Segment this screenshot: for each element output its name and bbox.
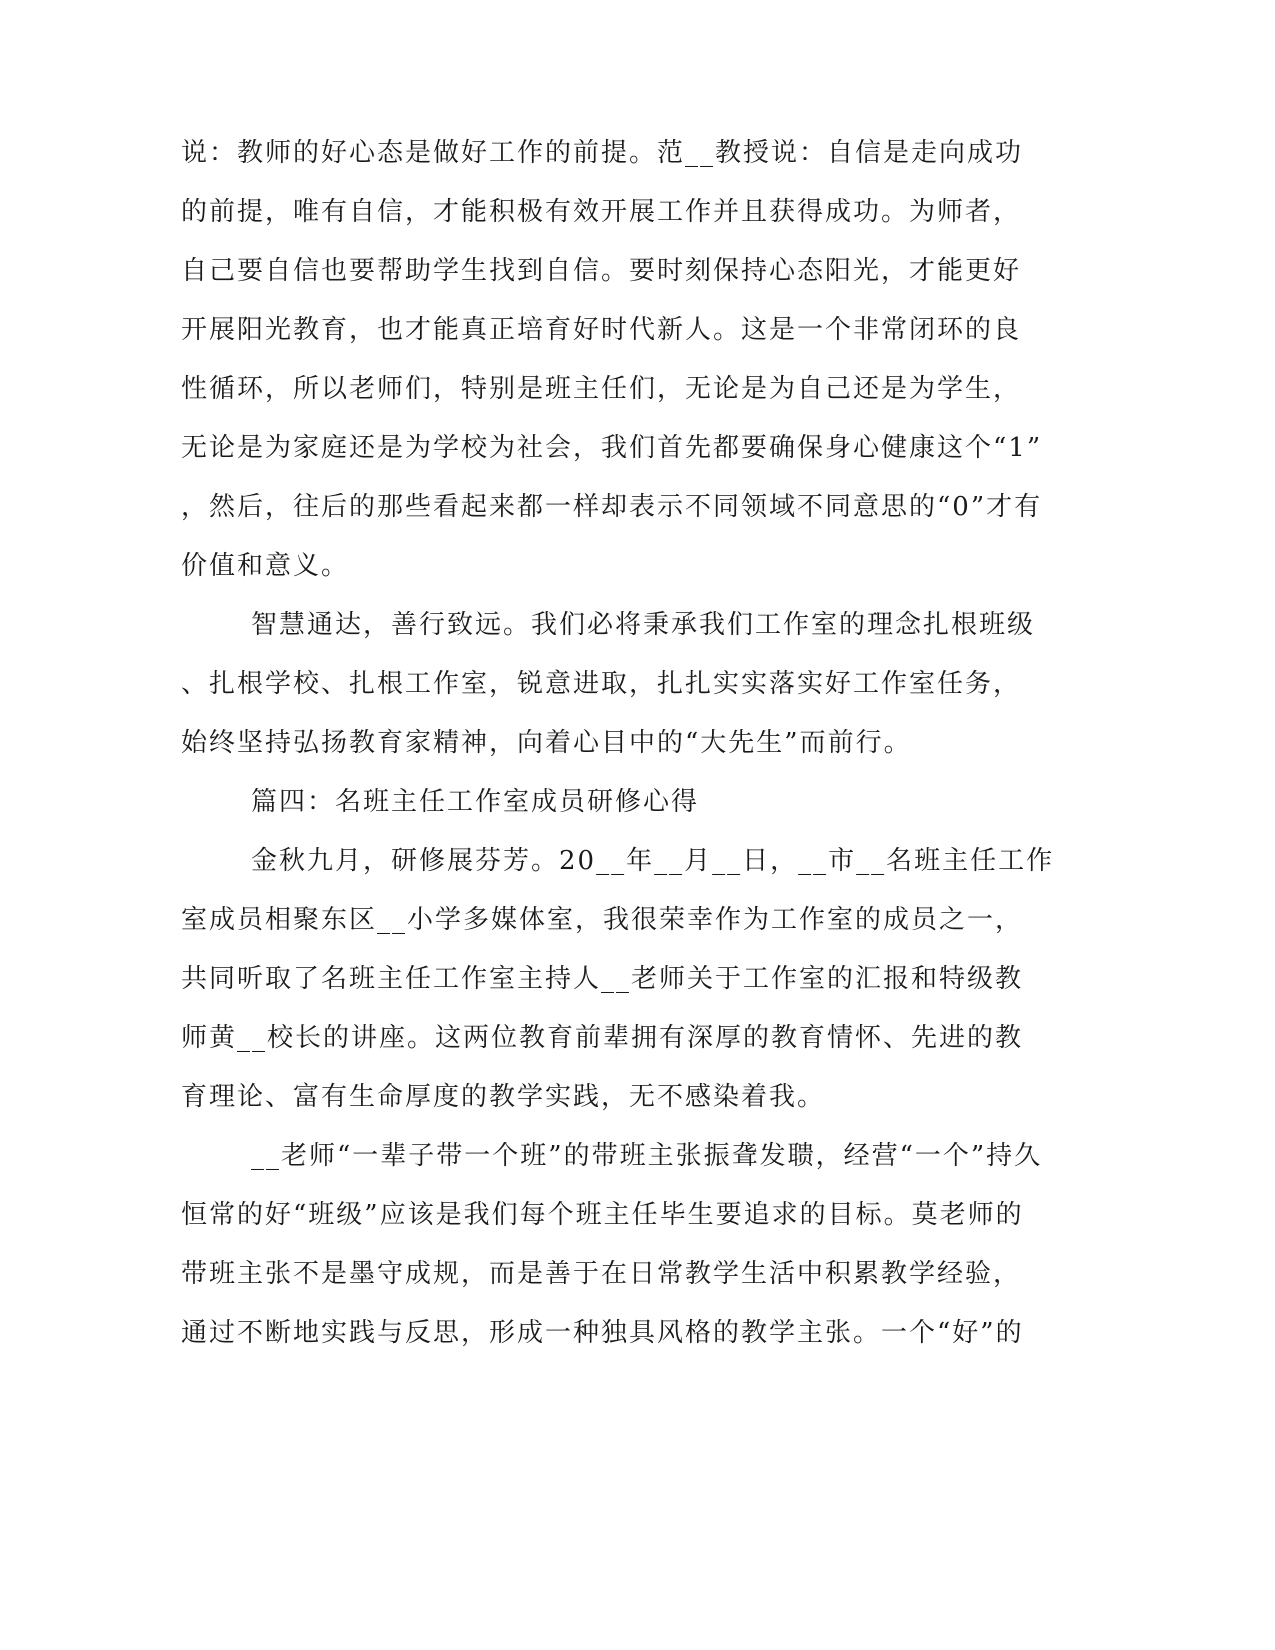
body-line: 通过不断地实践与反思，形成一种独具风格的教学主张。一个“好”的 xyxy=(181,1318,1024,1348)
body-line: 育理论、富有生命厚度的教学实践，无不感染着我。 xyxy=(181,1082,826,1112)
body-line: 说：教师的好心态是做好工作的前提。范__教授说：自信是走向成功 xyxy=(181,138,1024,168)
body-line: 无论是为家庭还是为学校为社会，我们首先都要确保身心健康这个“1” xyxy=(181,433,1043,463)
body-line: 开展阳光教育，也才能真正培育好时代新人。这是一个非常闭环的良 xyxy=(181,315,1022,345)
body-line: 智慧通达，善行致远。我们必将秉承我们工作室的理念扎根班级 xyxy=(251,610,1036,640)
body-line: 恒常的好“班级”应该是我们每个班主任毕生要追求的目标。莫老师的 xyxy=(181,1200,1024,1230)
body-line: 金秋九月，研修展芬芳。20__年__月__日，__市__名班主任工作 xyxy=(251,846,1055,876)
body-line: 的前提，唯有自信，才能积极有效开展工作并且获得成功。为师者， xyxy=(181,197,1022,227)
body-line: 室成员相聚东区__小学多媒体室，我很荣幸作为工作室的成员之一， xyxy=(181,905,1024,935)
body-line: 、扎根学校、扎根工作室，锐意进取，扎扎实实落实好工作室任务， xyxy=(181,669,1022,699)
body-line: 带班主张不是墨守成规，而是善于在日常教学生活中积累教学经验， xyxy=(181,1259,1022,1289)
section-heading: 篇四：名班主任工作室成员研修心得 xyxy=(251,787,700,817)
body-line: 始终坚持弘扬教育家精神，向着心目中的“大先生”而前行。 xyxy=(181,728,912,758)
body-line: 共同听取了名班主任工作室主持人__老师关于工作室的汇报和特级教 xyxy=(181,964,1024,994)
body-line: 价值和意义。 xyxy=(181,551,350,581)
body-line: 性循环，所以老师们，特别是班主任们，无论是为自己还是为学生， xyxy=(181,374,1022,404)
body-line: ，然后，往后的那些看起来都一样却表示不同领域不同意思的“0”才有 xyxy=(181,492,1043,522)
body-line: 自己要自信也要帮助学生找到自信。要时刻保持心态阳光，才能更好 xyxy=(181,256,1022,286)
body-line: 师黄__校长的讲座。这两位教育前辈拥有深厚的教育情怀、先进的教 xyxy=(181,1023,1024,1053)
body-line: __老师“一辈子带一个班”的带班主张振聋发聩，经营“一个”持久 xyxy=(251,1141,1043,1171)
